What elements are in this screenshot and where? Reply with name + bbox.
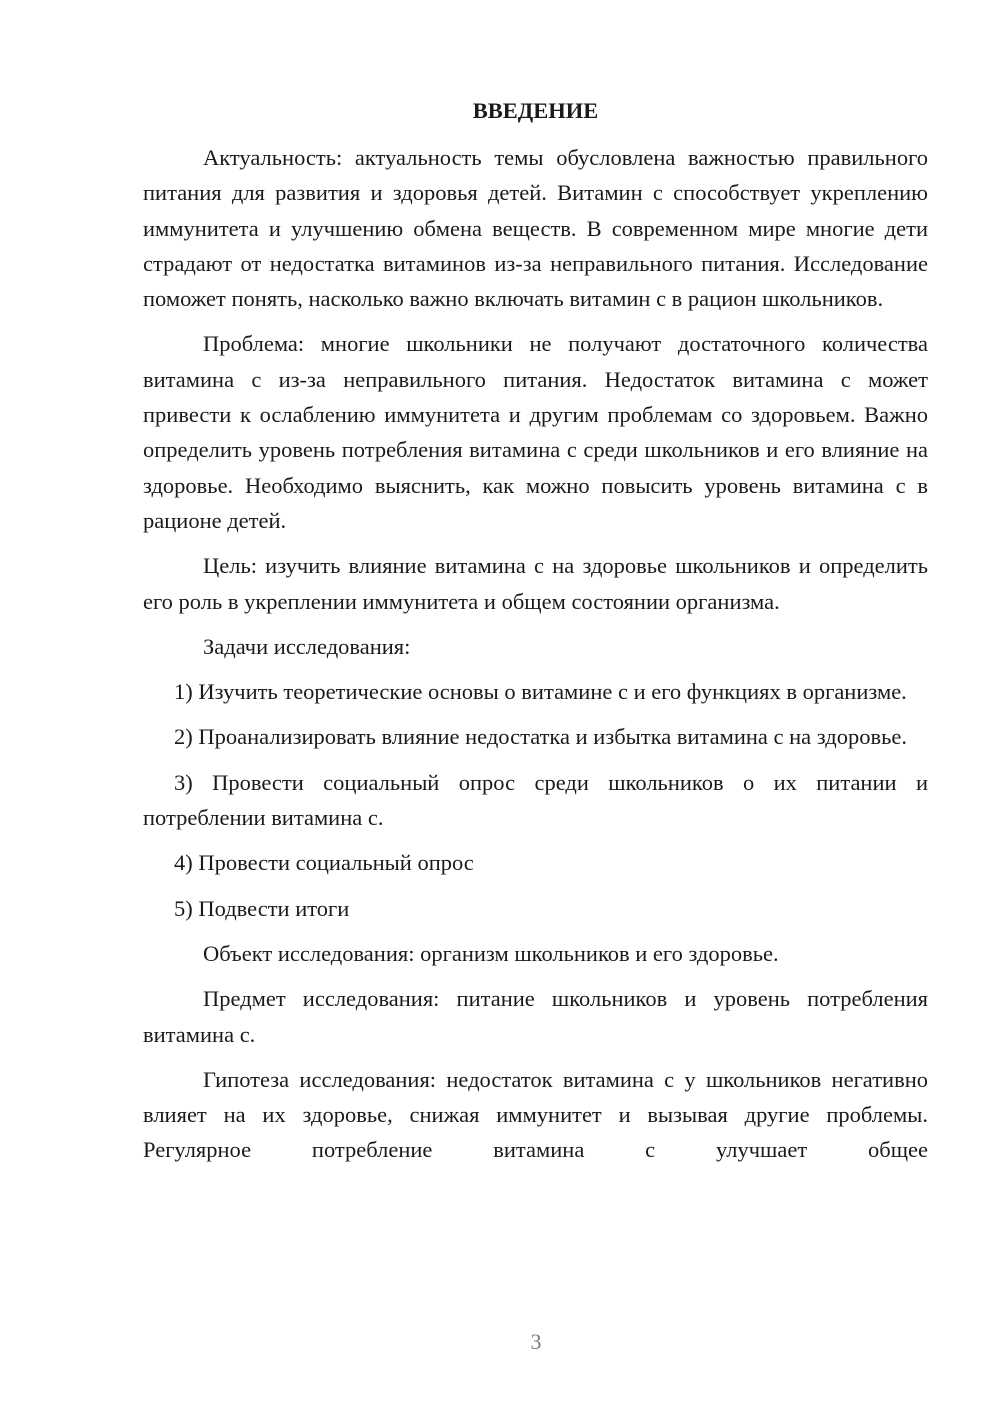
task-item-2: 2) Проанализировать влияние недостатка и избытка витамина с на здоровье. [174,724,907,750]
paragraph-object: Объект исследования: организм школьников и его здоровье. [203,940,779,966]
task-item-1: 1) Изучить теоретические основы о витамине с и его функциях в организме. [174,679,907,705]
tasks-heading: Задачи исследования: [203,633,411,659]
paragraph-relevance: Актуальность: актуальность темы обусловлена важностью правильного питания для развития и здоровья детей. Витамин с способствует укреплению иммунитета и улучшению обмена веществ. В современном мире многие дети страдают от недостатка витаминов из-за неправильного питания. Исследование поможет понять, насколько важно включать витамин с в рацион школьников. [143,145,928,312]
page-content [143,93,928,1178]
paragraph-subject: Предмет исследования: питание школьников и уровень потребления витамина с. [143,986,928,1047]
task-item-4: 4) Провести социальный опрос [174,850,474,876]
task-item-3: 3) Провести социальный опрос среди школьников о их питании и потреблении витамина с. [143,769,928,831]
paragraph-hypothesis: Гипотеза исследования: недостаток витамина с у школьников негативно влияет на их здоровье, снижая иммунитет и вызывая другие проблемы. Регулярное потребление витамина с улучшает общее [143,1066,928,1163]
page-number: 3 [530,1329,542,1354]
paragraph-goal: Цель: изучить влияние витамина с на здоровье школьников и определить его роль в укреплении иммунитета и общем состоянии организма. [143,553,928,614]
page-title: ВВЕДЕНИЕ [472,98,599,123]
paragraph-problem: Проблема: многие школьники не получают достаточного количества витамина с из-за неправильного питания. Недостаток витамина с может привести к ослаблению иммунитета и другим проблемам со здоровьем. Важно определить уровень потребления витамина с среди школьников и его влияние на здоровье. Необходимо выяснить, как можно повысить уровень витамина с в рационе детей. [143,331,928,533]
task-item-5: 5) Подвести итоги [174,895,350,921]
